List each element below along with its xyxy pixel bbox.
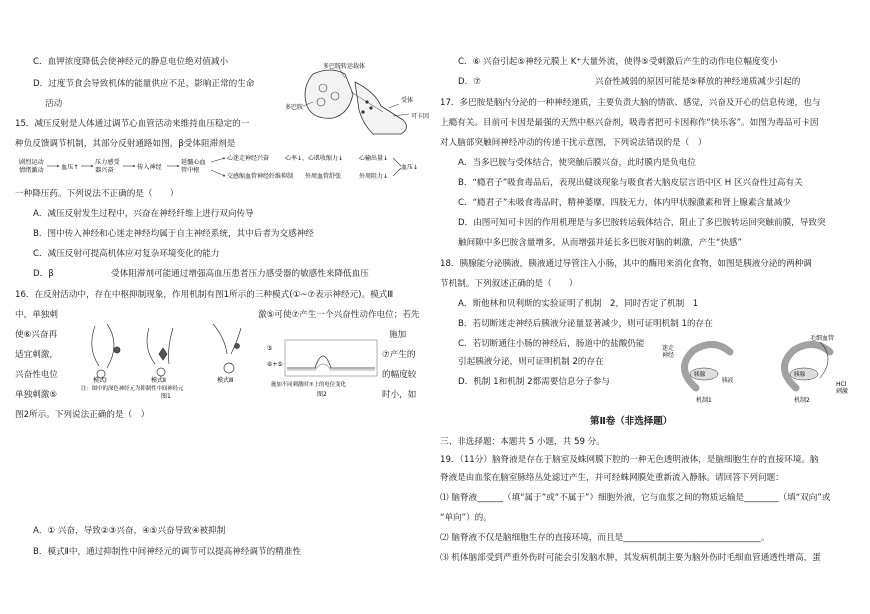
q16-option-d: D．⑦	[458, 77, 481, 87]
mode-2-label: 模式Ⅱ	[151, 377, 166, 384]
label-pancreas-2: 胰腺	[794, 372, 806, 378]
synapse-cocaine-figure	[283, 62, 431, 142]
flow-top-heart: 心率↓、心肌收缩力↓	[285, 155, 344, 162]
left-column	[15, 0, 435, 614]
fig2-legend-6-5: ⑥+⑤	[267, 361, 283, 368]
q17-option-c: C．“瘾君子”未吸食毒品时，精神萎靡，四肢无力，体内甲状腺激素和肾上腺素含量减少	[458, 198, 791, 208]
label-pancreas-1: 胰腺	[694, 372, 706, 378]
flow-node-exercise-l2: 情绪激动	[19, 167, 44, 174]
q16-stem-4a: 适宜刺激，	[15, 350, 58, 360]
q14-option-d: D．过度节食会导致机体的能量供应不足，影响正常的生命	[33, 79, 255, 89]
q19-sub-1-cont: “单向”）的。	[440, 513, 492, 523]
q18-option-b: B．若切断迷走神经后胰液分泌量显著减少，则可证明机制 1的存在	[458, 319, 713, 329]
flow-node-baroreceptor-l1: 压力感受	[95, 159, 120, 166]
flow-node-baroreceptor-l2: 器兴奋	[95, 167, 114, 174]
q19-sub-2: ⑵ 脑脊液不仅是脑细胞生存的直接环境，而且是________________________________。	[440, 533, 770, 543]
q16-stem-2a: 中，单独刺	[15, 310, 58, 320]
flow-node-medulla	[181, 158, 206, 174]
q18-stem-1: 18．胰腺能分泌胰液，胰液通过导管注入小肠，其中的酶用来消化食物，如图是胰液分泌的两种调	[440, 259, 812, 269]
right-column	[440, 0, 860, 614]
q16-stem-3a: 使⑥兴奋再	[15, 330, 58, 340]
q16-stem-4b: ⑦产生的	[382, 350, 416, 360]
flow-node-afferent: 传入神经	[137, 164, 162, 171]
q18-option-c-cont: 引起胰液分泌，则可证明机制 2的存在	[458, 357, 604, 367]
q16-figure-1	[77, 318, 259, 398]
q16-stem-6a: 单独刺激⑤	[15, 390, 58, 400]
label-vagus	[662, 344, 674, 359]
q14-option-c: C．血钾浓度降低会使神经元的静息电位绝对值减小	[33, 57, 229, 67]
fig2-caption: 施加不同刺激时⑦上的电位变化	[271, 382, 346, 388]
flow-bottom-resistance: 外周阻力↓	[359, 173, 389, 180]
q19-stem-2: 脊液是由血浆在脑室脉络丛处滤过产生，并可经蛛网膜处重新流入静脉。请回答下列问题：	[440, 473, 784, 483]
flow-bottom-sympathetic: 交感缩血管神经纤维抑制	[227, 173, 294, 180]
label-capillary: 毛细血管	[810, 335, 835, 342]
q17-option-a: A．当多巴胺与受体结合，使突触后膜兴奋，此时膜内是负电位	[458, 158, 696, 168]
baroreflex-flow-diagram	[15, 152, 419, 184]
q17-stem-3: 对人脑部突触间神经冲动的传递干扰示意图，下列说法错误的是（ ）	[440, 138, 707, 148]
flow-top-vagus: 心迷走神经兴奋	[227, 155, 270, 162]
flow-node-bp-up: 血压↑	[61, 164, 79, 171]
q15-option-b: B．图中传入神经和心迷走神经均属于自主神经系统，其中后者为交感神经	[33, 229, 314, 239]
fig2-label: 图2	[317, 391, 327, 398]
q16-option-a: A．① 兴奋，导致②③兴奋，④⑤兴奋导致④被抑制	[33, 526, 226, 536]
q17-stem-2: 上瘾有关。目前可卡因是最强的天然中枢兴奋剂，吸毒者把可卡因称作“快乐客”。如图为毒品可卡因	[440, 118, 819, 128]
label-mech1: 机制1	[696, 397, 712, 404]
q16-option-d-cont: 兴奋性减弱的原因可能是⑤释放的神经递质减少引起的	[595, 77, 801, 87]
fig-label-transporter: 多巴胺转运载体	[323, 63, 366, 70]
flow-bottom-dilation: 外周血管舒张	[305, 173, 342, 180]
q16-stem-5b: 的幅度较	[382, 370, 417, 380]
q16-stem-2b: 激⑤可使⑦产生一个兴奋性动作电位；若先	[258, 310, 420, 320]
flow-node-baroreceptor	[95, 158, 121, 174]
fig1-caption: 注：图中的深色神经元为抑制性中间神经元	[81, 386, 184, 392]
label-hcl-l1: HCl	[836, 381, 847, 388]
fig-label-receptor: 受体	[401, 97, 414, 104]
q14-option-d-cont: 活动	[45, 99, 63, 109]
q19-sub-3: ⑶ 机体脑部受到严重外伤时可能会引发脑水肿，其发病机制主要为脑外伤时毛细血管通透性增高，蛋	[440, 553, 821, 563]
q15-stem-1: 15．减压反射是人体通过调节心血管活动来维持血压稳定的一	[15, 119, 250, 129]
q15-option-c: C．减压反射可提高机体应对复杂环境变化的能力	[33, 249, 220, 259]
mode-1-label: 模式Ⅰ	[93, 377, 107, 384]
q17-option-d-cont: 触间隙中多巴胺含量增多，从而增强并延长多巴胺对脑的刺激，产生“快感”	[458, 238, 742, 248]
fig-label-dopamine: 多巴胺	[285, 104, 304, 111]
mode-3-label: 模式Ⅲ	[217, 377, 234, 384]
q18-option-a: A．斯他林和贝利斯的实验证明了机制 2，同时否定了机制 1	[458, 299, 699, 309]
q16-stem-5a: 兴奋性电位	[15, 370, 58, 380]
fig1-label: 图1	[161, 393, 171, 400]
q16-option-c: C．⑥ 兴奋引起⑤神经元膜上 K⁺大量外流，使得⑤受刺激后产生的动作电位幅度变小	[458, 57, 778, 67]
q19-sub-1: ⑴ 脑脊液______（填“属于”或“不属于”）细胞外液，它与血浆之间的物质运输是________（填“双向”或	[440, 493, 831, 503]
q18-stem-2: 节机制。下列叙述正确的是（ ）	[440, 279, 578, 289]
flow-top-output: 心输出量↓	[359, 155, 389, 162]
label-hcl	[836, 381, 848, 395]
flow-end-bp-down: 血压↓	[401, 164, 419, 171]
part2-intro: 三、非选择题：本题共 5 小题，共 59 分。	[440, 437, 605, 447]
mode-2-diagram	[147, 328, 173, 376]
label-juice-1: 胰液	[722, 378, 734, 384]
q17-option-b: B．“瘾君子”吸食毒品后，表现出健谈现象与吸食者大脑皮层言语中区 H 区兴奋性过高有关	[458, 178, 803, 188]
mode-3-diagram	[213, 324, 241, 373]
q19-stem-1: 19．（11分）脑脊液是存在于脑室及蛛网膜下腔的一种无色透明液体，是脑细胞生存的直接环境。脑	[440, 455, 819, 465]
fig2-legend-5: ⑤	[267, 345, 273, 352]
q17-stem-1: 17．多巴胺是脑内分泌的一种神经递质，主要负责大脑的情欲、感觉，兴奋及开心的信息传递，也与	[440, 98, 821, 108]
q16-stem-3b: 施加	[389, 330, 407, 340]
flow-node-medulla-l1: 延髓心血	[181, 159, 206, 166]
q15-option-d: D．β	[33, 269, 54, 279]
q18-option-c: C．若切断通往小肠的神经后，肠道中的盐酸仍能	[458, 339, 645, 349]
q15-option-a: A．减压反射发生过程中，兴奋在神经纤维上进行双向传导	[33, 209, 254, 219]
label-hcl-l2: 刺激	[836, 388, 849, 395]
q15-stem-3: 一种降压药。下列说法不正确的是（ ）	[15, 189, 179, 199]
q16-stem-6b: 时小，如	[382, 390, 417, 400]
flow-node-medulla-l2: 管中枢	[181, 167, 200, 174]
part2-title: 第Ⅱ卷（非选择题）	[590, 416, 673, 427]
label-mech2: 机制2	[794, 397, 810, 404]
q17-option-d: D．由图可知可卡因的作用机理是与多巴胺转运载体结合，阻止了多巴胺转运回突触前膜，导致突	[458, 218, 826, 228]
mode-1-diagram	[92, 324, 120, 378]
fig-label-cocaine: 可卡因	[411, 113, 430, 120]
label-vagus-l2: 神经	[662, 352, 675, 359]
pancreas-mechanism-figure	[660, 334, 860, 406]
q16-stem-1: 16．在反射活动中，存在中枢抑制现象，作用机制有图1所示的三种模式(①~⑦表示神经元)。模式Ⅲ	[15, 290, 394, 300]
flow-node-exercise-l1: 剧烈运动	[19, 159, 44, 166]
q15-option-d-cont: 受体阻滞剂可能通过增强高血压患者压力感受器的敏感性来降低血压	[111, 269, 369, 279]
q18-option-d: D．机制 1和机制 2都需要信息分子参与	[458, 377, 610, 387]
q16-stem-7: 图2所示。下列说法正确的是（ ）	[15, 410, 150, 420]
q16-option-b: B．模式Ⅱ中，通过抑制性中间神经元的调节可以提高神经调节的精准性	[33, 547, 301, 557]
label-vagus-l1: 迷走	[662, 345, 675, 352]
q16-figure-2	[267, 334, 379, 398]
flow-node-exercise	[19, 158, 44, 174]
q15-stem-2: 种负反馈调节机制，其部分反射通路如图，β受体阻滞剂是	[15, 139, 236, 149]
